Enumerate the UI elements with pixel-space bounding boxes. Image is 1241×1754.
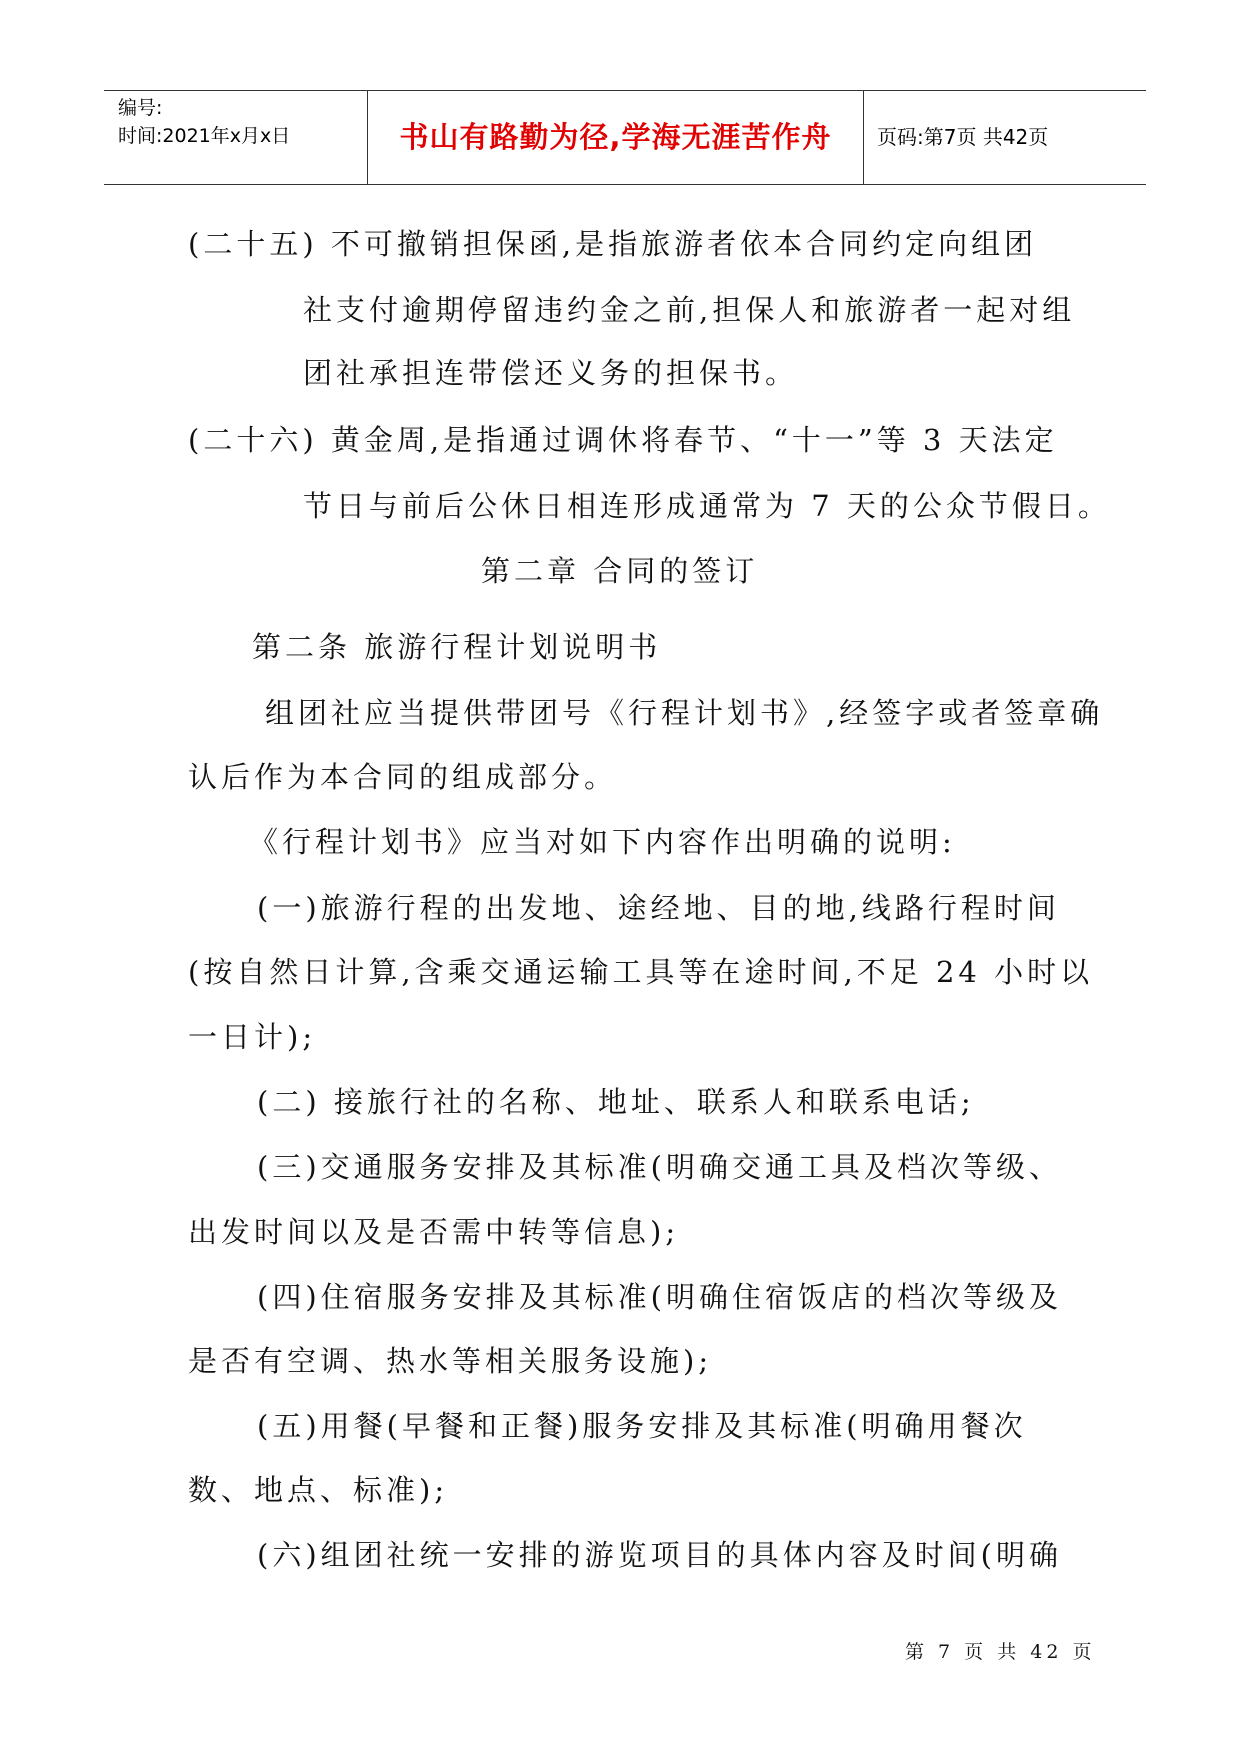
body-line: (六)组团社统一安排的游览项目的具体内容及时间(明确 [257, 1538, 1062, 1572]
document-time-label: 时间:2021年x月x日 [118, 125, 291, 147]
article-heading: 第二条 旅游行程计划说明书 [252, 630, 662, 664]
body-line: 认后作为本合同的组成部分。 [188, 760, 618, 794]
header-meta [118, 94, 358, 150]
header-divider-left [367, 91, 368, 184]
body-line: (四)住宿服务安排及其标准(明确住宿饭店的档次等级及 [257, 1280, 1062, 1314]
body-line: 组团社应当提供带团号《行程计划书》,经签字或者签章确 [265, 696, 1104, 730]
body-line: (按自然日计算,含乘交通运输工具等在途时间,不足 24 小时以 [188, 955, 1094, 989]
body-line: 节日与前后公休日相连形成通常为 7 天的公众节假日。 [303, 489, 1111, 523]
footer-page-number: 第 7 页 共 42 页 [905, 1641, 1096, 1663]
body-line: 团社承担连带偿还义务的担保书。 [303, 356, 799, 390]
body-line: 一日计); [188, 1020, 317, 1054]
chapter-heading: 第二章 合同的签订 [481, 554, 759, 588]
header-divider-right [863, 91, 864, 184]
document-number-label: 编号: [118, 97, 163, 119]
body-line: (二十六) 黄金周,是指通过调休将春节、“十一”等 3 天法定 [188, 423, 1058, 457]
body-line: 社支付逾期停留违约金之前,担保人和旅游者一起对组 [303, 293, 1076, 327]
body-line: (五)用餐(早餐和正餐)服务安排及其标准(明确用餐次 [257, 1409, 1027, 1443]
body-line: (二十五) 不可撤销担保函,是指旅游者依本合同约定向组团 [188, 227, 1038, 261]
body-line: 数、地点、标准); [188, 1473, 449, 1507]
header-motto: 书山有路勤为径,学海无涯苦作舟 [399, 120, 832, 154]
body-line: 出发时间以及是否需中转等信息); [188, 1215, 680, 1249]
document-header [104, 90, 1146, 185]
body-line: 是否有空调、热水等相关服务设施); [188, 1344, 713, 1378]
body-line: (二) 接旅行社的名称、地址、联系人和联系电话; [257, 1085, 975, 1119]
header-page-info: 页码:第7页 共42页 [877, 125, 1049, 149]
body-line: (一)旅游行程的出发地、途经地、目的地,线路行程时间 [257, 891, 1060, 925]
body-line: 《行程计划书》应当对如下内容作出明确的说明: [249, 825, 956, 859]
body-line: (三)交通服务安排及其标准(明确交通工具及档次等级、 [257, 1150, 1062, 1184]
